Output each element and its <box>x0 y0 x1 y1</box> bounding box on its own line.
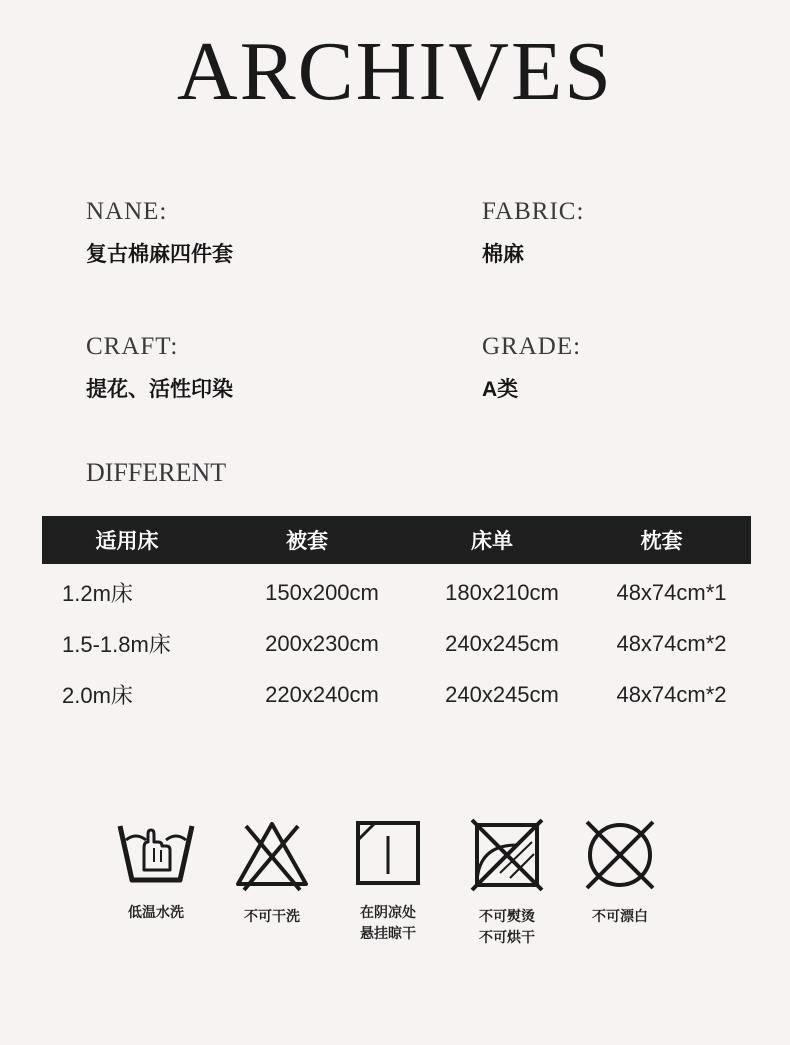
table-header <box>42 516 751 564</box>
cell-duvet: 220x240cm <box>265 681 379 707</box>
craft-value: 提花、活性印染 <box>86 378 233 401</box>
brand-logo: ARCHIVES <box>176 25 614 118</box>
header-sheet: 床单 <box>471 530 513 553</box>
info-grade <box>482 332 581 404</box>
care-label-circle <box>560 906 680 927</box>
care-label-line: 不可烘干 <box>479 929 535 945</box>
care-label-triangle <box>212 906 332 927</box>
care-item-triangle <box>212 818 332 927</box>
care-label-line: 在阴凉处 <box>360 904 416 920</box>
care-label-shade <box>328 902 448 944</box>
cell-pillowcase: 48x74cm*1 <box>616 579 727 605</box>
fabric-value: 棉麻 <box>482 243 524 266</box>
cell-sheet: 180x210cm <box>445 579 559 605</box>
care-label-line: 不可干洗 <box>244 908 300 924</box>
cell-bed: 1.2m床 <box>62 581 133 606</box>
different-heading: DIFFERENT <box>86 458 227 487</box>
header-duvet: 被套 <box>286 530 328 553</box>
care-label-tumble <box>447 906 567 948</box>
table-row <box>42 669 751 720</box>
table-row <box>42 567 751 618</box>
name-label: NANE: <box>86 198 168 225</box>
cell-sheet: 240x245cm <box>445 630 559 656</box>
header-pillowcase: 枕套 <box>640 530 683 553</box>
cell-pillowcase: 48x74cm*2 <box>616 681 727 707</box>
care-label-line: 不可熨烫 <box>479 908 535 924</box>
craft-label: CRAFT: <box>86 333 179 360</box>
header-bed: 适用床 <box>95 530 159 553</box>
cell-bed: 1.5-1.8m床 <box>62 632 171 657</box>
no-dry-clean-icon <box>583 818 657 892</box>
cell-duvet: 150x200cm <box>265 579 379 605</box>
info-craft <box>86 332 233 404</box>
size-table <box>42 516 751 720</box>
dry-in-shade-icon <box>353 818 423 888</box>
care-label-wash <box>96 902 216 923</box>
care-label-line: 不可漂白 <box>592 908 648 924</box>
cell-bed: 2.0m床 <box>62 683 133 708</box>
care-label-line: 低温水洗 <box>128 904 184 920</box>
fabric-label: FABRIC: <box>482 198 585 225</box>
no-tumble-dry-icon <box>470 818 544 892</box>
cell-pillowcase: 48x74cm*2 <box>616 630 727 656</box>
care-item-wash <box>96 818 216 923</box>
care-item-shade <box>328 818 448 944</box>
care-item-tumble <box>447 818 567 948</box>
cell-duvet: 200x230cm <box>265 630 379 656</box>
name-value: 复古棉麻四件套 <box>86 243 233 266</box>
info-fabric <box>482 197 584 269</box>
grade-label: GRADE: <box>482 333 582 360</box>
no-bleach-triangle-icon <box>232 818 312 892</box>
cell-sheet: 240x245cm <box>445 681 559 707</box>
table-row <box>42 618 751 669</box>
info-name <box>86 197 233 269</box>
low-temp-wash-icon <box>116 818 196 888</box>
grade-value: A类 <box>482 378 519 401</box>
care-item-circle <box>560 818 680 927</box>
care-label-line: 悬挂晾干 <box>360 925 416 941</box>
